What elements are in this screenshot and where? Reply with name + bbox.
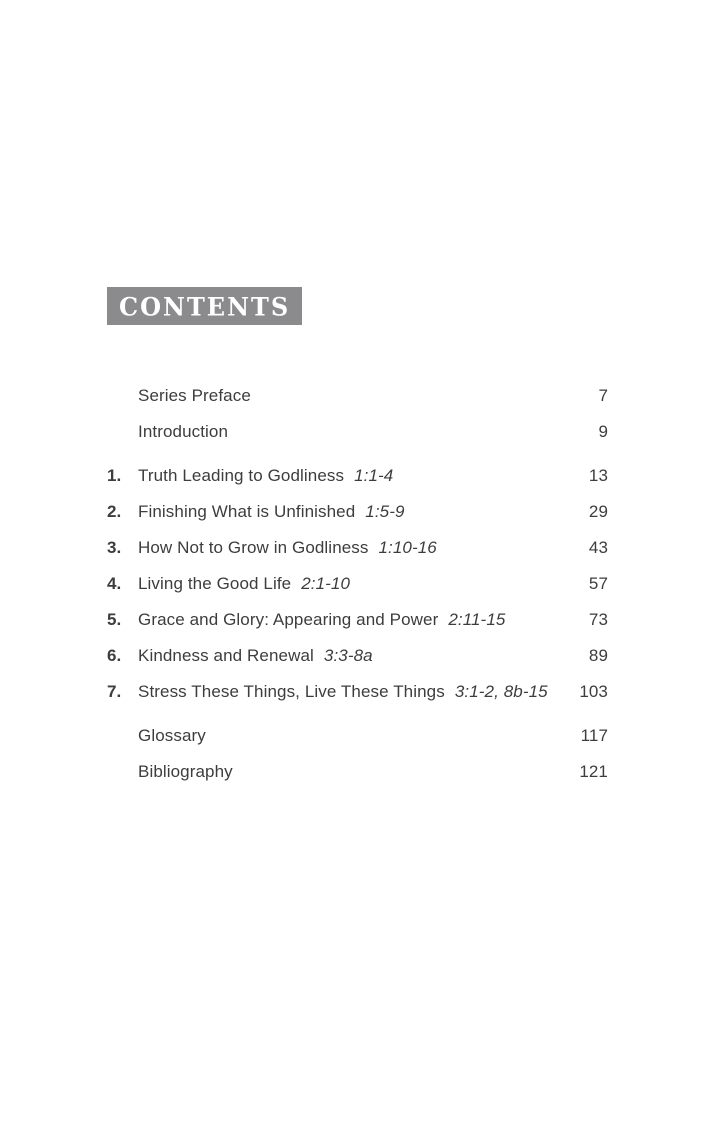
page-number: 103 — [579, 682, 608, 701]
page-number: 7 — [598, 386, 608, 405]
scripture-reference: 3:1-2, 8b-15 — [454, 682, 548, 701]
toc-list — [107, 378, 608, 790]
page-number: 89 — [588, 646, 608, 665]
toc-row-series-preface — [107, 378, 608, 414]
toc-row-chapter-7 — [107, 674, 608, 710]
page-number: 13 — [588, 466, 608, 485]
page-number: 121 — [579, 762, 608, 781]
contents-header-badge — [107, 287, 302, 325]
scripture-reference: 2:1-10 — [301, 574, 351, 593]
page-number: 57 — [588, 574, 608, 593]
toc-row-chapter-5 — [107, 602, 608, 638]
scripture-reference: 1:10-16 — [378, 538, 437, 557]
toc-row-glossary — [107, 718, 608, 754]
scripture-reference: 3:3-8a — [323, 646, 373, 665]
page-number: 117 — [580, 726, 608, 745]
entry-title: Series Preface — [138, 386, 251, 405]
entry-title: Grace and Glory: Appearing and Power — [138, 610, 439, 629]
chapter-number: 4. — [107, 574, 122, 593]
scripture-reference: 2:11-15 — [448, 610, 506, 629]
toc-row-chapter-1 — [107, 458, 608, 494]
page-number: 43 — [588, 538, 608, 557]
chapter-number: 6. — [107, 646, 122, 665]
toc-row-chapter-3 — [107, 530, 608, 566]
entry-title: Bibliography — [138, 762, 233, 781]
chapter-number: 5. — [107, 610, 122, 629]
toc-row-chapter-4 — [107, 566, 608, 602]
page-number: 73 — [588, 610, 608, 629]
chapter-number: 3. — [107, 538, 122, 557]
entry-title: Introduction — [138, 422, 229, 441]
entry-title: Finishing What is Unfinished — [138, 502, 356, 521]
toc-row-chapter-2 — [107, 494, 608, 530]
toc-row-chapter-6 — [107, 638, 608, 674]
chapter-number: 1. — [107, 466, 122, 485]
entry-title: Stress These Things, Live These Things — [138, 682, 445, 701]
chapter-number: 2. — [107, 502, 122, 521]
chapter-number: 7. — [107, 682, 122, 701]
page-number: 9 — [598, 422, 608, 441]
entry-title: Kindness and Renewal — [138, 646, 314, 665]
toc-row-introduction — [107, 414, 608, 450]
entry-title: Glossary — [138, 726, 206, 745]
toc-row-bibliography — [107, 754, 608, 790]
entry-title: How Not to Grow in Godliness — [138, 538, 369, 557]
scripture-reference: 1:5-9 — [365, 502, 405, 521]
scripture-reference: 1:1-4 — [354, 466, 394, 485]
entry-title: Living the Good Life — [138, 574, 292, 593]
page-number: 29 — [588, 502, 608, 521]
entry-title: Truth Leading to Godliness — [138, 466, 345, 485]
page-title: CONTENTS — [119, 290, 291, 322]
